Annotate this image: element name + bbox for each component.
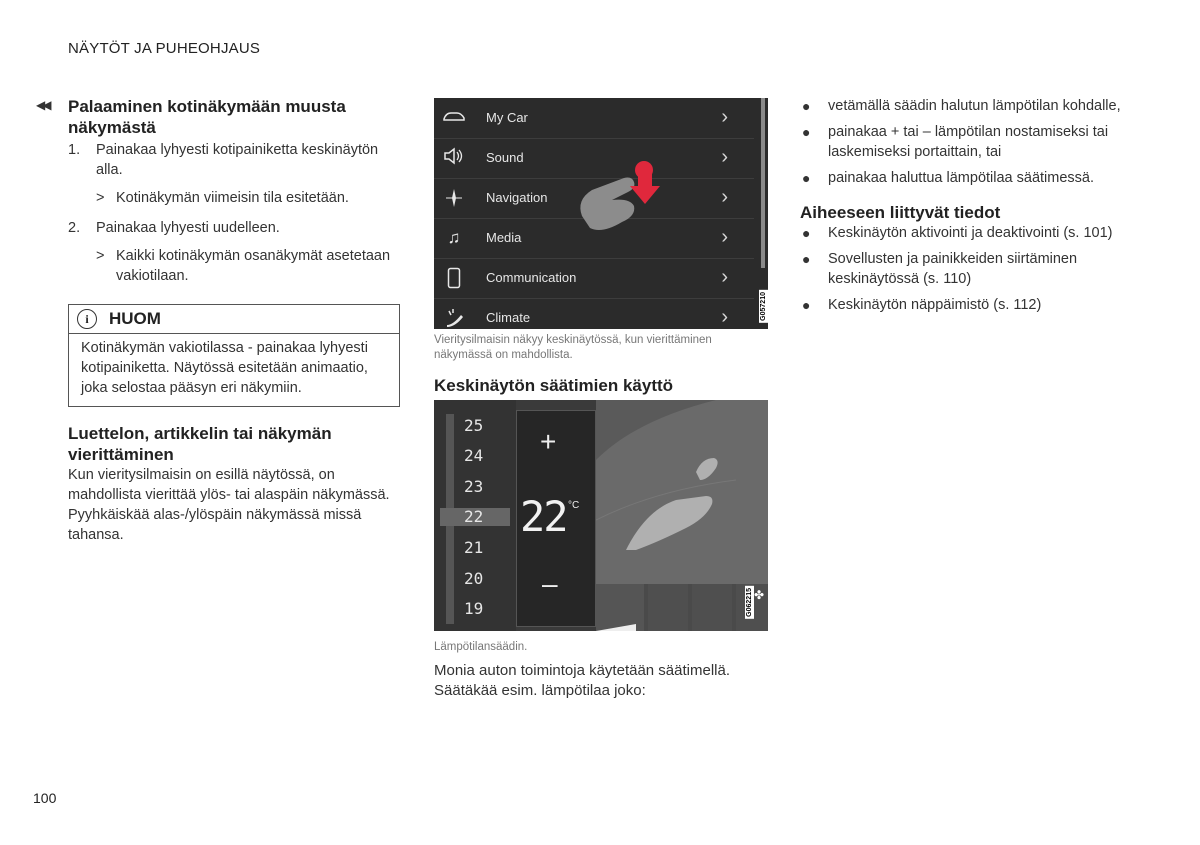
- menu-item-my-car[interactable]: [434, 98, 754, 139]
- related-link[interactable]: ● Keskinäytön aktivointi ja deaktivointi (s. 101): [802, 225, 1113, 241]
- section-title-scrolling: Luettelon, artikkelin tai näkymän vierittäminen: [68, 424, 332, 464]
- step-text: Painakaa lyhyesti uudelleen.: [96, 220, 280, 236]
- bullet-icon: ●: [802, 297, 811, 313]
- bullet-icon: ●: [802, 124, 811, 140]
- scale-value: 19: [464, 599, 484, 618]
- bottom-button-strip: [596, 584, 768, 631]
- chevron-right-icon: ›: [721, 106, 728, 128]
- menu-item-label: Communication: [486, 270, 577, 285]
- list-item: ● vetämällä säädin halutun lämpötilan kohdalle,: [802, 98, 1121, 114]
- chevron-right-icon: ›: [721, 266, 728, 288]
- speaker-icon: [442, 147, 466, 169]
- compass-icon: [442, 187, 466, 209]
- figure-code: G062215: [746, 588, 753, 617]
- right-column: [800, 96, 1140, 321]
- car-icon: [442, 107, 466, 129]
- result-text: Kotinäkymän viimeisin tila esitetään.: [116, 190, 349, 206]
- temperature-control-figure: [434, 400, 768, 631]
- page-number: 100: [33, 790, 57, 806]
- bullet-icon: ●: [802, 251, 811, 267]
- bullet-icon: ●: [802, 225, 811, 241]
- menu-item-label: My Car: [486, 110, 528, 125]
- scale-value: 22: [464, 507, 484, 526]
- result-marker: >: [96, 190, 105, 206]
- note-title: HUOM: [109, 309, 161, 328]
- seat-illustration: [596, 400, 768, 590]
- related-list: [800, 223, 1140, 315]
- music-note-icon: ♫: [447, 228, 461, 247]
- figure1-caption: Vieritysilmaisin näkyy keskinäytössä, kun vierittäminen näkymässä on mahdollista.: [434, 334, 712, 361]
- running-header: NÄYTÖT JA PUHEOHJAUS: [68, 40, 261, 57]
- note-header: [69, 305, 399, 334]
- section-title-controls: Keskinäytön säätimien käyttö: [434, 376, 674, 395]
- temperature-scale[interactable]: [434, 400, 516, 631]
- steps-list: [68, 140, 402, 286]
- scale-value: 21: [464, 538, 484, 557]
- list-item: ● painakaa haluttua lämpötilaa säätimessä.: [802, 170, 1094, 186]
- step-result: [96, 246, 402, 286]
- menu-item-climate[interactable]: [434, 298, 754, 329]
- note-body: Kotinäkymän vakiotilassa - painakaa lyhyesti kotipainiketta. Näytössä esitetään animaatio, joka selostaa pääsyn eri näkymiin.: [81, 340, 368, 396]
- fan-icon: ✤: [753, 588, 764, 602]
- step-item: [68, 140, 402, 208]
- related-info-title: Aiheeseen liittyvät tiedot: [800, 203, 1001, 222]
- bullet-icon: ●: [802, 98, 811, 114]
- swipe-hand-icon: [572, 156, 672, 240]
- scrolling-paragraph: Kun vieritysilmaisin on esillä näytössä, on mahdollista vierittää ylös- tai alaspäin näkymässä. Pyyhkäiskää alas-/ylöspäin näkymässä missä tahansa.: [68, 467, 390, 543]
- chevron-right-icon: ›: [721, 186, 728, 208]
- center-display-menu-figure: [434, 98, 768, 329]
- chevron-right-icon: ›: [721, 306, 728, 328]
- menu-item-communication[interactable]: [434, 258, 754, 299]
- temperature-unit: °C: [568, 500, 580, 511]
- section-title-return-home: Palaaminen kotinäkymään muusta näkymästä: [68, 97, 346, 137]
- scale-value: 23: [464, 477, 484, 496]
- chevron-right-icon: ›: [721, 146, 728, 168]
- menu-item-label: Navigation: [486, 190, 548, 205]
- chevron-right-icon: ›: [721, 226, 728, 248]
- method-list: [800, 96, 1140, 188]
- back-arrows-icon: ◀◀: [36, 98, 49, 112]
- menu-item-label: Media: [486, 230, 522, 245]
- step-item: [68, 218, 402, 286]
- related-link[interactable]: ● Keskinäytön näppäimistö (s. 112): [802, 297, 1042, 313]
- scale-value: 24: [464, 446, 484, 465]
- phone-icon: [442, 267, 466, 289]
- menu-item-label: Climate: [486, 310, 531, 325]
- scale-value: 20: [464, 569, 484, 588]
- info-icon: i: [77, 309, 97, 329]
- menu-item-label: Sound: [486, 150, 524, 165]
- note-box: [68, 304, 400, 407]
- decrease-temp-button[interactable]: –: [542, 568, 558, 599]
- bullet-icon: ●: [802, 170, 811, 186]
- figure-code: G057210: [760, 292, 767, 321]
- controls-paragraph: Monia auton toimintoja käytetään säätimellä. Säätäkää esim. lämpötilaa joko:: [434, 662, 731, 699]
- related-link[interactable]: ● Sovellusten ja painikkeiden siirtäminen keskinäytössä (s. 110): [802, 251, 1078, 287]
- result-marker: >: [96, 248, 105, 264]
- middle-column: [434, 98, 768, 701]
- step-number: 1.: [68, 142, 81, 158]
- list-item: ● painakaa + tai – lämpötilan nostamiseksi tai laskemiseksi portaittain, tai: [802, 124, 1109, 160]
- step-text: Painakaa lyhyesti kotipainiketta keskinäytön alla.: [96, 142, 379, 178]
- current-temperature: 22: [520, 492, 567, 541]
- scale-value: 25: [464, 416, 484, 435]
- increase-temp-button[interactable]: +: [540, 426, 557, 457]
- step-result: [96, 188, 402, 208]
- step-number: 2.: [68, 220, 81, 236]
- figure2-caption: Lämpötilansäädin.: [434, 641, 528, 653]
- seat-icon: [596, 400, 768, 590]
- seat-climate-icon: [442, 307, 466, 329]
- scroll-indicator: [761, 98, 765, 268]
- left-column: [36, 96, 402, 545]
- result-text: Kaikki kotinäkymän osanäkymät asetetaan vakiotilaan.: [116, 248, 391, 284]
